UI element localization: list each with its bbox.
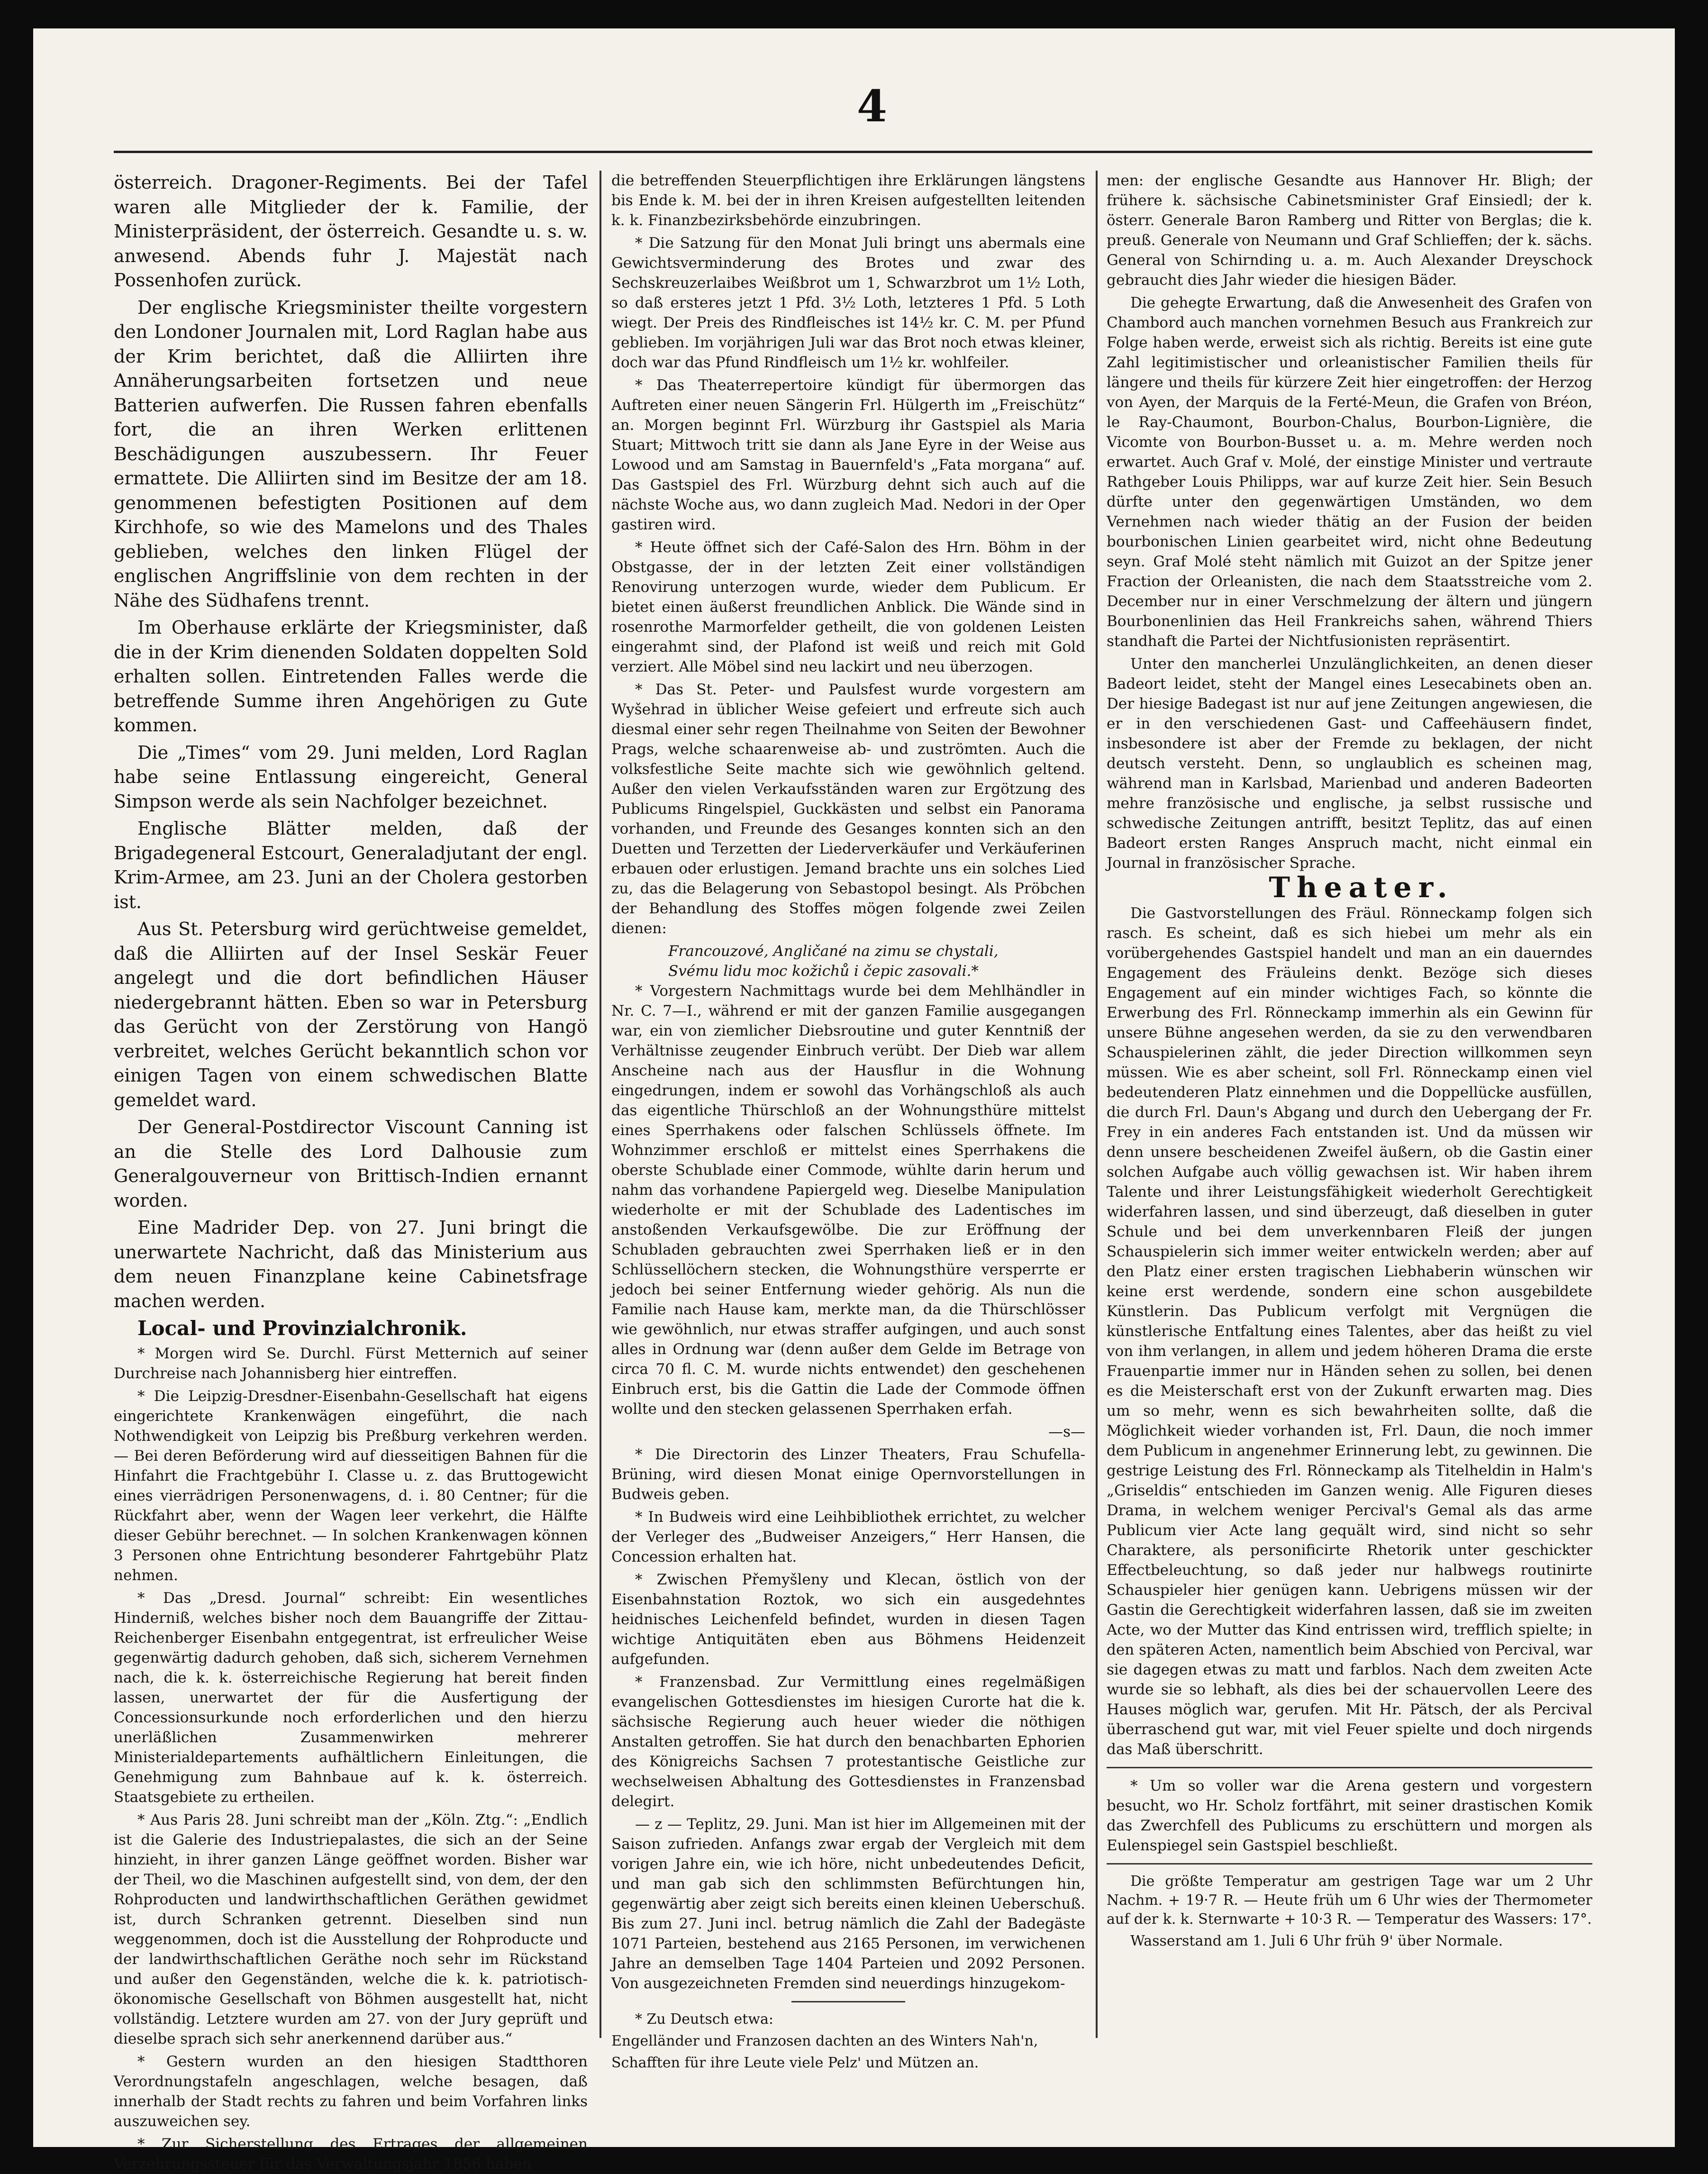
theater-review: Die Gastvorstellungen des Fräul. Rönneckamp folgen sich rasch. Es scheint, daß es sich hiebei um mehr als ein vorübergehendes Gastspiel handelt und man an ein dauerndes Engagement des Fräuleins denkt. Bezöge sich dieses Engagement auf ein minder wichtiges Fach, so könnte die Erwerbung des Frl. Rönneckamp immerhin als ein Gewinn für unsere Bühne angesehen werden, da sie zu den verwendbaren Schauspielerinen zählt, die jeder Direction willkommen seyn müssen. Wie es aber scheint, soll Frl. Rönneckamp einen viel bedeutenderen Platz einnehmen und die Doppellücke ausfüllen, die durch Frl. Daun's Abgang und durch den Uebergang der Fr. Frey in ein anderes Fach entstanden ist. Und da müssen wir denn unsere bescheidenen Zweifel äußern, ob die Gastin einer solchen Aufgabe auch völlig gewachsen ist. Wir haben ihrem Talente und ihrer Leistungsfähigkeit wiederholt Gerechtigkeit widerfahren lassen, und sind überzeugt, daß dieselben in guter Schule und bei dem unverkennbaren Fleiß der jungen Schauspielerin sich immer weiter entwickeln werden; aber auf den Platz einer ersten tragischen Liebhaberin wünschen wir keine erst werdende, sondern eine schon ausgebildete Künstlerin. Das Publicum verfolgt mit Vergnügen die künstlerische Entfaltung eines Talentes, aber das heißt zu viel von ihm verlangen, in allem und jedem höheren Drama die erste Frauenpartie immer nur in Händen sehen zu sollen, bei denen es die Meisterschaft erst von der Zukunft erwarten mag. Dies um so mehr, wenn es sich bewahrheiten sollte, daß die Möglichkeit wieder vorhanden ist, Frl. Daun, die noch immer dem Publicum in angenehmer Erinnerung lebt, zu gewinnen. Die gestrige Leistung des Frl. Rönneckamp als Titelheldin in Halm's „Griseldis“ entschieden im Ganzen wenig. Alle Figuren dieses Drama, in welchem weniger Percival's Gemal als das arme Publicum vier Acte lang gequält wird, sind nicht so sehr Charaktere, als personificirte Rhetorik unter geschickter Effectbeleuchtung, so daß jeder nur halbwegs routinirte Schauspieler hier genügen kann. Uebrigens müssen wir der Gastin die Gerechtigkeit widerfahren lassen, daß sie im zweiten Acte, wo der Mutter das Kind entrissen wird, trefflich spielte; in den späteren Acten, namentlich beim Abschied von Percival, war sie dagegen etwas zu matt und farblos. Nach dem zweiten Acte wurde sie so lebhaft, als dies bei der schauervollen Leere des Hauses möglich war, gerufen. Mit Hr. Pätsch, der als Percival überraschend gut war, mit viel Feuer spielte und doch nirgends das Maß überschritt. bbox=[1107, 904, 1592, 1758]
article-paragraph: Die „Times“ vom 29. Juni melden, Lord Raglan habe seine Entlassung eingereicht, General Simpson werde als sein Nachfolger bezeichnet. bbox=[114, 742, 588, 812]
section-heading: Local- und Provinzialchronik. bbox=[137, 1317, 467, 1340]
newspaper-page bbox=[33, 28, 1675, 2173]
local-news-item: die betreffenden Steuerpflichtigen ihre Erklärungen längstens bis Ende k. M. bei der in ihren Kreisen aufgestellten leitenden k. k. Finanzbezirksbehörde einzubringen. bbox=[611, 172, 1085, 229]
arena-notice: * Um so voller war die Arena gestern und vorgestern besucht, wo Hr. Scholz fortfährt, mit seiner drastischen Komik das Zwerchfell des Publicums zu erschüttern und morgen als Eulenspiegel sein Gastspiel beschließt. bbox=[1107, 1777, 1592, 1854]
local-news-item: * Das „Dresd. Journal“ schreibt: Ein wesentliches Hinderniß, welches bisher noch dem Bauangriffe der Zittau-Reichenberger Eisenbahn entgegentrat, ist erfreulicher Weise gegenwärtig dadurch gehoben, daß sich, sicherem Vernehmen nach, die k. k. österreichische Regierung hat bereit finden lassen, unerwartet der für die Ausfertigung der Concessionsurkunde noch erforderlichen und den hierzu unerläßlichen Zusammenwirken mehrerer Ministerialdepartements aufhältlichern Einleitungen, die Genehmigung zum Bahnbaue auf k. k. österreich. Staatsgebiete zu ertheilen. bbox=[114, 1589, 588, 1806]
article-paragraph: Eine Madrider Dep. von 27. Juni bringt die unerwartete Nachricht, daß das Ministerium aus dem neuen Finanzplane keine Cabinetsfrage machen werden. bbox=[114, 1217, 588, 1311]
footnote-divider bbox=[791, 2001, 905, 2002]
local-news-item: * Aus Paris 28. Juni schreibt man der „Köln. Ztg.“: „Endlich ist die Galerie des Industriepalastes, die sich an der Seine hinzieht, in ihrer ganzen Länge geöffnet worden. Bisher war der Theil, wo die Maschinen aufgestellt sind, von dem, der den Rohproducten und landwirthschaftlichen Geräthen gewidmet ist, durch Schranken getrennt. Dieselben sind nun weggenommen, doch ist die Ausstellung der Rohproducte und der landwirthschaftlichen Geräthe noch sehr im Rückstand und außer den Gegenständen, welche die k. k. patriotisch-ökonomische Gesellschaft von Böhmen ausgestellt hat, nicht vollständig. Letztere wurden am 27. von der Jury geprüft und dieselbe sprach sich sehr anerkennend darüber aus.“ bbox=[114, 1811, 588, 2047]
water-level: Wasserstand am 1. Juli 6 Uhr früh 9' über Normale. bbox=[1130, 1932, 1503, 1949]
section-divider bbox=[1107, 1767, 1592, 1768]
local-news-item: * Vorgestern Nachmittags wurde bei dem Mehlhändler in Nr. C. 7—I., während er mit der ganzen Familie ausgegangen war, ein von ziemlicher Diebsroutine und guter Kenntniß der Verhältnisse zeugender Einbruch verübt. Der Dieb war allem Anscheine nach aus der Hausflur in die Wohnung eingedrungen, indem er sowohl das Vorhängschloß als auch das eigentliche Thürschloß an der Wohnungsthüre mittelst eines Sperrhakens oder falschen Schlüssels öffnete. Im Wohnzimmer erschloß er mittelst eines Sperrhakens die oberste Schublade einer Commode, wühlte darin herum und nahm das vorhandene Papiergeld weg. Dieselbe Manipulation wiederholte er mit der Schublade des Ladentisches im anstoßenden Verkaufsgewölbe. Die zur Eröffnung der Schubladen gebrauchten zwei Sperrhaken ließ er in den Schlüssellöchern stecken, die Wohnungsthüre versperrte er jedoch bei seiner Entfernung wieder gehörig. Als nun die Familie nach Hause kam, merkte man, da die Thürschlösser wie gewöhnlich, nur etwas straffer aufgingen, und auch sonst alles in Ordnung war (denn außer dem Gelde im Betrage von circa 70 fl. C. M. wurde nichts entwendet) den geschehenen Einbruch erst, bis die Gattin die Lade der Commode öffnen wollte und den stecken gelassenen Sperrhaken erfah. bbox=[611, 982, 1085, 1418]
section-divider bbox=[1107, 1863, 1592, 1865]
local-news-item: * Die Directorin des Linzer Theaters, Frau Schufella-Brüning, wird diesen Monat einige Opernvorstellungen in Budweis geben. bbox=[611, 1446, 1085, 1503]
footnote-line: Engelländer und Franzosen dachten an des Winters Nah'n, bbox=[611, 2033, 1038, 2049]
article-paragraph: Der General-Postdirector Viscount Canning ist an die Stelle des Lord Dalhousie zum Generalgouverneur von Brittisch-Indien ernannt worden. bbox=[114, 1117, 588, 1211]
local-news-item: — z — Teplitz, 29. Juni. Man ist hier im Allgemeinen mit der Saison zufrieden. Anfangs zwar ergab der Vergleich mit dem vorigen Jahre ein, wie ich höre, nicht unbedeutendes Deficit, und man gab sich den schlimmsten Befürchtungen hin, gegenwärtig aber zeigt sich bereits einen kleinen Ueberschuß. Bis zum 27. Juni incl. betrug nämlich die Zahl der Badegäste 1071 Parteien, bestehend aus 2165 Personen, im verwichenen Jahre an demselben Tage 1404 Parteien und 2092 Personen. Von ausgezeichneten Fremden sind neuerdings hinzugekom- bbox=[611, 1816, 1085, 1992]
theater-heading: Theater. bbox=[1269, 871, 1454, 904]
signature: —s— bbox=[1048, 1423, 1085, 1440]
column-1 bbox=[114, 171, 588, 2173]
local-news-item: * Das St. Peter- und Paulsfest wurde vorgestern am Wyšehrad in üblicher Weise gefeiert und erfreute sich auch diesmal einer sehr regen Theilnahme von Seiten der Bewohner Prags, welche schaarenweise ab- und zuströmten. Auch die volksfestliche Seite machte sich wie gewöhnlich geltend. Außer den vielen Verkaufsständen waren zur Ergötzung des Publicums Ringelspiel, Guckkästen und selbst ein Panorama vorhanden, und Freunde des Gesanges konnten sich an den Duetten und Terzetten der Liederverkäufer und Verkäuferinen erbauen oder erlustigen. Jemand brachte uns ein solches Lied zu, das die Belagerung von Sebastopol besingt. Als Pröbchen der Behandlung des Stoffes mögen folgende zwei Zeilen dienen: bbox=[611, 681, 1085, 937]
article-paragraph: Der englische Kriegsminister theilte vorgestern den Londoner Journalen mit, Lord Raglan habe aus der Krim berichtet, daß die Alliirten ihre Annäherungsarbeiten fortsetzen und neue Batterien aufwerfen. Die Russen fahren ebenfalls fort, die an ihren Werken erlittenen Beschädigungen auszubessern. Ihr Feuer ermattete. Die Alliirten sind im Besitze der am 18. genommenen befestigten Positionen auf dem Kirchhofe, so wie des Mamelons und des Thales geblieben, welches den linken Flügel der englischen Angriffslinie von dem rechten in der Nähe des Südhafens trennt. bbox=[114, 297, 588, 611]
local-news-item: Unter den mancherlei Unzulänglichkeiten, an denen dieser Badeort leidet, steht der Mangel eines Lesecabinets oben an. Der hiesige Badegast ist nur auf jene Zeitungen angewiesen, die er in den verschiedenen Gast- und Caffeehäusern findet, insbesondere ist aber der Fremde zu beklagen, der nicht deutsch versteht. Denn, so unglaublich es scheinen mag, während man in Karlsbad, Marienbad und anderen Badeorten mehre französische und englische, ja selbst russische und schwedische Zeitungen antrifft, besitzt Teplitz, das auf einen Badeort ersten Ranges Anspruch macht, nicht einmal ein Journal in französischer Sprache. bbox=[1107, 655, 1592, 872]
verse-line: Francouzové, Angličané na zimu se chystali, bbox=[668, 943, 999, 960]
local-news-item: * Die Satzung für den Monat Juli bringt uns abermals eine Gewichtsverminderung des Brotes und zwar des Sechskreuzerlaibes Weißbrot um 1, Schwarzbrot um 1½ Loth, so daß ersteres jetzt 1 Pfd. 3½ Loth, letzteres 1 Pfd. 5 Loth wiegt. Der Preis des Rindfleisches ist 14½ kr. C. M. per Pfund geblieben. Im vorjährigen Juli war das Brot noch etwas kleiner, doch war das Pfund Rindfleisch um 1½ kr. wohlfeiler. bbox=[611, 235, 1085, 371]
footnote-line: Schafften für ihre Leute viele Pelz' und Mützen an. bbox=[611, 2055, 979, 2071]
article-paragraph: Englische Blätter melden, daß der Brigadegeneral Estcourt, Generaladjutant der engl. Krim-Armee, am 23. Juni an der Cholera gestorben ist. bbox=[114, 818, 588, 912]
article-paragraph: österreich. Dragoner-Regiments. Bei der Tafel waren alle Mitglieder der k. Familie, der Ministerpräsident, der österreich. Gesandte u. s. w. anwesend. Abends fuhr J. Majestät nach Possenhofen zurück. bbox=[114, 172, 588, 291]
column-rule bbox=[1096, 171, 1098, 2038]
footnote: * Zu Deutsch etwa: bbox=[635, 2011, 773, 2028]
local-news-item: * Das Theaterrepertoire kündigt für übermorgen das Auftreten einer neuen Sängerin Frl. Hülgerth im „Freischütz“ an. Morgen beginnt Frl. Würzburg ihr Gastspiel als Maria Stuart; Mittwoch tritt sie dann als Jane Eyre in der Weise aus Lowood und am Samstag in Bauernfeld's „Fata morgana“ auf. Das Gastspiel des Frl. Würzburg dehnt sich auch auf die nächste Woche aus, wo dann zugleich Mad. Nedori in der Oper gastiren wird. bbox=[611, 377, 1085, 533]
weather-report: Die größte Temperatur am gestrigen Tage war um 2 Uhr Nachm. + 19·7 R. — Heute früh um 6 Uhr wies der Thermometer auf der k. k. Sternwarte + 10·3 R. — Temperatur des Wassers: 17°. bbox=[1107, 1873, 1592, 1928]
local-news-item: Die gehegte Erwartung, daß die Anwesenheit des Grafen von Chambord auch manchen vornehmen Besuch aus Frankreich zur Folge haben werde, erweist sich als richtig. Bereits ist eine gute Zahl legitimistischer und orleanistischer Familien theils für längere und theils für kürzere Zeit hier eingetroffen: der Herzog von Ayen, der Marquis de la Ferté-Meun, die Grafen von Bréon, le Ray-Chaumont, Bourbon-Chalus, Bourbon-Lignière, die Vicomte von Bourbon-Busset u. a. m. Mehre werden noch erwartet. Auch Graf v. Molé, der einstige Minister und vertraute Rathgeber Louis Philipps, war auf kurze Zeit hier. Sein Besuch dürfte unter den gegenwärtigen Umständen, wo dem Vernehmen nach wieder thätig an der Fusion der beiden bourbonischen Linien gearbeitet wird, nicht ohne Bedeutung seyn. Graf Molé steht nämlich mit Guizot an der Spitze jener Fraction der Orleanisten, die nach dem Staatsstreiche vom 2. December nur in einer Verschmelzung der ältern und jüngern Bourbonenlinien das Heil Frankreichs sahen, während Thiers standhaft die Partei der Nichtfusionisten repräsentirt. bbox=[1107, 294, 1592, 650]
verse-line: Svému lidu moc kožichů i čepic zasovali.* bbox=[668, 963, 979, 980]
local-news-item: * Franzensbad. Zur Vermittlung eines regelmäßigen evangelischen Gottesdienstes im hiesigen Curorte hat die k. sächsische Regierung auch heuer wieder die nöthigen Anstalten getroffen. Sie hat durch den benachbarten Ephorien des Königreichs Sachsen 7 protestantische Geistliche zur wechselweisen Abhaltung des Gottesdienstes in Franzensbad delegirt. bbox=[611, 1674, 1085, 1810]
local-news-item: * In Budweis wird eine Leihbibliothek errichtet, zu welcher der Verleger des „Budweiser Anzeigers,“ Herr Hansen, die Concession erhalten hat. bbox=[611, 1509, 1085, 1565]
local-news-item: * Zwischen Přemyšleny und Klecan, östlich von der Eisenbahnstation Roztok, wo sich ein ausgedehntes heidnisches Leichenfeld befindet, wurden in diesen Tagen wichtige Antiquitäten eben aus Böhmens Heidenzeit aufgefunden. bbox=[611, 1571, 1085, 1668]
column-rule bbox=[600, 171, 601, 2038]
local-news-item: men: der englische Gesandte aus Hannover Hr. Bligh; der frühere k. sächsische Cabinetsminister Graf Einsiedl; der k. österr. Generale Baron Ramberg und Ritter von Berglas; die k. preuß. Generale von Neumann und Graf Schlieffen; der k. sächs. General von Schirnding u. a. m. Auch Alexander Dreyschock gebraucht dies Jahr wieder die hiesigen Bäder. bbox=[1107, 172, 1592, 289]
local-news-item: * Die Leipzig-Dresdner-Eisenbahn-Gesellschaft hat eigens eingerichtete Krankenwägen eingeführt, die nach Nothwendigkeit von Leipzig bis Preßburg verkehren werden. — Bei deren Beförderung wird auf diesseitigen Bahnen für die Hinfahrt die Frachtgebühr I. Classe u. z. das Bruttogewicht eines vierrädrigen Personenwagens, d. i. 80 Centner; für die Rückfahrt aber, wenn der Wagen leer verkehrt, die Hälfte dieser Gebühr berechnet. — In solchen Krankenwagen können 3 Personen ohne Entrichtung besonderer Fahrtgebühr Platz nehmen. bbox=[114, 1387, 588, 1584]
page-number: 4 bbox=[856, 81, 887, 132]
local-news-item: * Gestern wurden an den hiesigen Stadtthoren Verordnungstafeln angeschlagen, welche besagen, daß innerhalb der Stadt rechts zu fahren und beim Vorfahren links auszuweichen sey. bbox=[114, 2053, 588, 2130]
column-3 bbox=[1107, 171, 1592, 2066]
local-news-item: * Heute öffnet sich der Café-Salon des Hrn. Böhm in der Obstgasse, der in der letzten Zeit einer vollständigen Renovirung unterzogen wurde, wieder dem Publicum. Er bietet einen äußerst freundlichen Anblick. Die Wände sind in rosenrothe Marmorfelder getheilt, die von goldenen Leisten eingerahmt sind, der Plafond ist weiß und reich mit Gold verziert. Alle Möbel sind neu lackirt und neu überzogen. bbox=[611, 539, 1085, 675]
local-news-item: * Zur Sicherstellung des Ertrages der allgemeinen Verzehrungssteuer für das Verwaltungsjahr 1856 haben bbox=[114, 2135, 588, 2173]
local-news-item: * Morgen wird Se. Durchl. Fürst Metternich auf seiner Durchreise nach Johannisberg hier eintreffen. bbox=[114, 1345, 588, 1382]
header-rule bbox=[114, 151, 1592, 153]
article-paragraph: Im Oberhause erklärte der Kriegsminister, daß die in der Krim dienenden Soldaten doppelten Sold erhalten sollen. Eintretenden Falles werde die betreffende Summe ihren Angehörigen zu Gute kommen. bbox=[114, 617, 588, 736]
column-2 bbox=[611, 171, 1085, 2071]
article-paragraph: Aus St. Petersburg wird gerüchtweise gemeldet, daß die Alliirten auf der Insel Seskär Feuer angelegt und die dort befindlichen Häuser niedergebrannt hätten. Eben so war in Petersburg das Gerücht von der Zerstörung von Hangö verbreitet, welches Gerücht bekanntlich schon vor einigen Tagen von einem schwedischen Blatte gemeldet ward. bbox=[114, 919, 588, 1110]
